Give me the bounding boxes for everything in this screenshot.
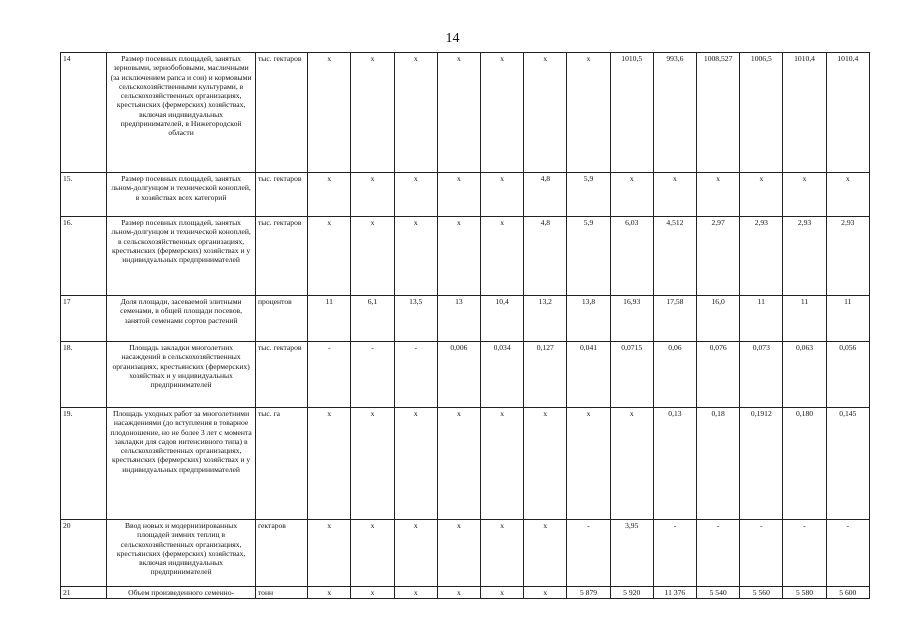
unit-cell: тыс. гектаров: [255, 342, 307, 408]
value-cell: х: [481, 408, 524, 520]
value-cell: 0,034: [481, 342, 524, 408]
value-cell: х: [437, 408, 480, 520]
value-cell: 16,0: [697, 296, 740, 342]
value-cell: 2,97: [697, 217, 740, 296]
value-cell: 5 879: [567, 587, 610, 599]
value-cell: -: [653, 520, 696, 587]
value-cell: 1010,4: [783, 53, 826, 173]
indicator-name-cell: Размер посевных площадей, занятых зерновыми, зернобобовыми, масличными (за исключением рапса и сои) и кормовыми сельскохозяйственными культурами, в сельскохозяйственных организациях, крестьянских (фермерских) хозяйствах, включая индивидуальных предпринимателей, в Нижегородской области: [107, 53, 256, 173]
value-cell: 5 580: [783, 587, 826, 599]
unit-cell: тыс. га: [255, 408, 307, 520]
value-cell: х: [394, 587, 437, 599]
value-cell: -: [697, 520, 740, 587]
table-row: [61, 587, 870, 599]
unit-cell: тыс. гектаров: [255, 217, 307, 296]
row-number-cell: 17: [61, 296, 107, 342]
table-row: [61, 296, 870, 342]
value-cell: 2,93: [826, 217, 869, 296]
value-cell: х: [308, 173, 351, 217]
value-cell: -: [783, 520, 826, 587]
value-cell: 1008,527: [697, 53, 740, 173]
value-cell: -: [394, 342, 437, 408]
value-cell: -: [308, 342, 351, 408]
indicator-name-cell: Размер посевных площадей, занятых льном-долгунцом и технической коноплей, в хозяйствах всех категорий: [107, 173, 256, 217]
value-cell: 1010,4: [826, 53, 869, 173]
value-cell: х: [394, 217, 437, 296]
value-cell: х: [481, 173, 524, 217]
value-cell: 0,13: [653, 408, 696, 520]
value-cell: 13,5: [394, 296, 437, 342]
unit-cell: тыс. гектаров: [255, 53, 307, 173]
value-cell: -: [826, 520, 869, 587]
value-cell: х: [351, 53, 394, 173]
row-number-cell: 18.: [61, 342, 107, 408]
value-cell: 2,93: [783, 217, 826, 296]
value-cell: х: [610, 173, 653, 217]
value-cell: х: [394, 53, 437, 173]
value-cell: х: [783, 173, 826, 217]
unit-cell: тонн: [255, 587, 307, 599]
value-cell: 0,006: [437, 342, 480, 408]
table-row: [61, 520, 870, 587]
unit-cell: процентов: [255, 296, 307, 342]
indicator-name-cell: Доля площади, засеваемой элитными семенами, в общей площади посевов, занятой семенами сортов растений: [107, 296, 256, 342]
value-cell: 13,8: [567, 296, 610, 342]
value-cell: х: [437, 217, 480, 296]
value-cell: 0,041: [567, 342, 610, 408]
unit-cell: тыс. гектаров: [255, 173, 307, 217]
value-cell: х: [394, 408, 437, 520]
value-cell: х: [308, 53, 351, 173]
table-body: [61, 53, 870, 599]
value-cell: 0,145: [826, 408, 869, 520]
value-cell: 1006,5: [740, 53, 783, 173]
unit-cell: гектаров: [255, 520, 307, 587]
indicator-name-cell: Ввод новых и модернизированных площадей зимних теплиц в сельскохозяйственных организациях, крестьянских (фермерских) хозяйствах, включая индивидуальных предпринимателей: [107, 520, 256, 587]
table-row: [61, 173, 870, 217]
value-cell: 0,073: [740, 342, 783, 408]
value-cell: 4,8: [524, 173, 567, 217]
value-cell: 0,06: [653, 342, 696, 408]
value-cell: х: [524, 587, 567, 599]
value-cell: 5 560: [740, 587, 783, 599]
row-number-cell: 20: [61, 520, 107, 587]
value-cell: 0,056: [826, 342, 869, 408]
row-number-cell: 14: [61, 53, 107, 173]
page-number: 14: [445, 31, 460, 46]
value-cell: 4,512: [653, 217, 696, 296]
value-cell: 11 376: [653, 587, 696, 599]
value-cell: х: [567, 53, 610, 173]
value-cell: х: [437, 53, 480, 173]
value-cell: х: [653, 173, 696, 217]
value-cell: х: [610, 408, 653, 520]
value-cell: х: [308, 408, 351, 520]
row-number-cell: 16.: [61, 217, 107, 296]
value-cell: х: [481, 217, 524, 296]
value-cell: х: [394, 520, 437, 587]
value-cell: 0,1912: [740, 408, 783, 520]
value-cell: х: [437, 173, 480, 217]
table-row: [61, 342, 870, 408]
indicator-name-cell: Объем произведенного семенно-: [107, 587, 256, 599]
value-cell: 11: [308, 296, 351, 342]
value-cell: 6,03: [610, 217, 653, 296]
value-cell: х: [308, 217, 351, 296]
value-cell: 1010,5: [610, 53, 653, 173]
value-cell: х: [394, 173, 437, 217]
value-cell: 0,18: [697, 408, 740, 520]
indicator-name-cell: Площадь уходных работ за многолетними насаждениями (до вступления в товарное плодоношение, но не более 3 лет с момента закладки для садов интенсивного типа) в сельскохозяйственных организациях, крестьянских (фермерских) хозяйствах и у индивидуальных предпринимателей: [107, 408, 256, 520]
value-cell: х: [524, 520, 567, 587]
value-cell: 11: [826, 296, 869, 342]
value-cell: 6,1: [351, 296, 394, 342]
value-cell: 5,9: [567, 217, 610, 296]
value-cell: 0,063: [783, 342, 826, 408]
value-cell: х: [481, 587, 524, 599]
value-cell: 2,93: [740, 217, 783, 296]
value-cell: х: [740, 173, 783, 217]
value-cell: 3,95: [610, 520, 653, 587]
indicator-name-cell: Размер посевных площадей, занятых льном-долгунцом и технической коноплей, в сельскохозяйственных организациях, крестьянских (фермерских) хозяйствах и у индивидуальных предпринимателей: [107, 217, 256, 296]
value-cell: 17,58: [653, 296, 696, 342]
value-cell: х: [524, 408, 567, 520]
value-cell: 4,8: [524, 217, 567, 296]
table-row: [61, 408, 870, 520]
value-cell: х: [351, 408, 394, 520]
value-cell: 0,180: [783, 408, 826, 520]
row-number-cell: 19.: [61, 408, 107, 520]
value-cell: х: [697, 173, 740, 217]
value-cell: х: [524, 53, 567, 173]
row-number-cell: 15.: [61, 173, 107, 217]
value-cell: 993,6: [653, 53, 696, 173]
value-cell: х: [351, 217, 394, 296]
value-cell: 0,076: [697, 342, 740, 408]
indicators-table: [60, 52, 870, 599]
value-cell: 13: [437, 296, 480, 342]
value-cell: -: [567, 520, 610, 587]
value-cell: х: [351, 587, 394, 599]
value-cell: -: [351, 342, 394, 408]
indicator-name-cell: Площадь закладки многолетних насаждений в сельскохозяйственных организациях, крестьянских (фермерских) хозяйствах и у индивидуальных предпринимателей: [107, 342, 256, 408]
table-row: [61, 217, 870, 296]
value-cell: х: [567, 408, 610, 520]
value-cell: 0,0715: [610, 342, 653, 408]
value-cell: 0,127: [524, 342, 567, 408]
value-cell: х: [308, 520, 351, 587]
value-cell: х: [437, 520, 480, 587]
value-cell: х: [481, 520, 524, 587]
value-cell: х: [351, 173, 394, 217]
value-cell: х: [437, 587, 480, 599]
value-cell: 5 540: [697, 587, 740, 599]
value-cell: 5 920: [610, 587, 653, 599]
value-cell: -: [740, 520, 783, 587]
value-cell: 5 600: [826, 587, 869, 599]
value-cell: 11: [783, 296, 826, 342]
value-cell: х: [826, 173, 869, 217]
value-cell: 16,93: [610, 296, 653, 342]
table-row: [61, 53, 870, 173]
value-cell: х: [308, 587, 351, 599]
value-cell: 11: [740, 296, 783, 342]
value-cell: х: [351, 520, 394, 587]
row-number-cell: 21: [61, 587, 107, 599]
value-cell: 13,2: [524, 296, 567, 342]
value-cell: х: [481, 53, 524, 173]
value-cell: 5,9: [567, 173, 610, 217]
value-cell: 10,4: [481, 296, 524, 342]
